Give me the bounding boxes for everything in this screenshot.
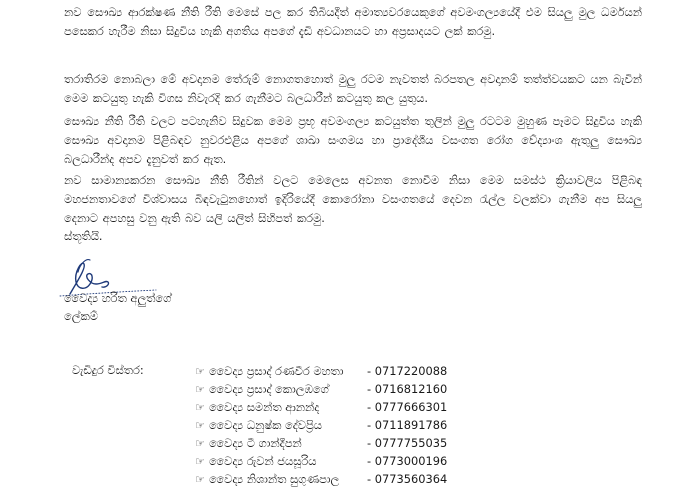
contact-name: වෛද්‍ය රුවන් ජයසූරිය: [209, 453, 317, 468]
contact-name: වෛද්‍ය නිශාන්ත සුගුණපාල: [209, 471, 340, 486]
signer-name: වෛද්‍ය හරිත අලුත්ගේ: [64, 291, 172, 305]
contact-row: [195, 380, 465, 398]
contact-row: [195, 398, 465, 416]
contact-row: [195, 362, 465, 380]
contact-phone: - 0773000196: [367, 454, 448, 468]
contact-name: වෛද්‍ය ධනුෂ්ක දේවප්‍රිය: [209, 417, 322, 432]
contact-row: [195, 416, 465, 434]
contact-row: [195, 434, 465, 452]
pointing-hand-icon: ☞: [195, 436, 205, 450]
pointing-hand-icon: ☞: [195, 400, 205, 414]
contact-name: වෛද්‍ය සමන්ත ආනන්ද: [209, 399, 320, 414]
contact-phone: - 0773560364: [367, 472, 448, 486]
letter-paragraph-3: සෞඛ්‍ය නීති රීති වලට පටහැනිව සිදුවක මෙම ප්‍රභූ අවමංගල්‍ය කටයුත්ත තුලින් මුලු රටටම මුහුණ පෑමට සිදුවිය හැකි සෞඛ්‍ය අවදානම පිළිබඳව නුවරඑළිය අපගේ ශාඛා සංගමය හා ප්‍රාදේශීය වසංගත රෝග වේද්‍යාංශ ඇතුලු සෞඛ්‍ය බලධාරීන්ද අපව දැනුවත් කර ඇත.: [64, 114, 642, 166]
contact-name: වෛද්‍ය ප්‍රසාද් කොලඹගේ: [209, 381, 329, 396]
signer-title: ලේකම්: [64, 309, 98, 323]
pointing-hand-icon: ☞: [195, 382, 205, 396]
letter-paragraph-2: තරාතිරම නොබලා මේ අවදානම තේරුම් නොගතහොත් මුලු රටම නැවතත් බරපතල අවදානම් තත්ත්වයකට යන බැවින් මෙම කටයුතු හැකි විගස නිවැරදි කර ගැනීමට බලධාරීන් කටයුතු කල යුතුය.: [64, 72, 642, 105]
contact-row: [195, 452, 465, 470]
contact-name: වෛද්‍ය ප්‍රසාද් රණවීර මහතා: [209, 363, 344, 378]
contact-phone: - 0777755035: [367, 436, 448, 450]
contact-phone: - 0711891786: [367, 418, 448, 432]
contact-phone: - 0777666301: [367, 400, 448, 414]
contact-row: [195, 470, 465, 488]
contact-phone: - 0717220088: [367, 364, 448, 378]
pointing-hand-icon: ☞: [195, 364, 205, 378]
pointing-hand-icon: ☞: [195, 454, 205, 468]
closing-thanks: ස්තූතියි.: [64, 229, 103, 243]
pointing-hand-icon: ☞: [195, 418, 205, 432]
pointing-hand-icon: ☞: [195, 472, 205, 486]
letter-paragraph-4: නව සාමාන්‍යකරන සෞඛ්‍ය නීති රීතින් වලට මෙලෙස අවනත නොවීම නිසා මෙම සමස්ථ ක්‍රියාවලිය පිළිබඳ මහජනතාවගේ විශ්වාසය බිඳවැටුනහොත් ඉදිරියේදී කොරෝනා වසංගතයේ දෙවන රැල්ල වලක්වා ගැනීම අප සියලු දෙනාට අපහසු වනු ඇති බව යලි යලිත් සිහිපත් කරමු.: [64, 173, 642, 225]
contact-name: වෛද්‍ය ටී ගාන්දීපන්: [209, 435, 302, 450]
contact-phone: - 0716812160: [367, 382, 448, 396]
contacts-label: වැඩිදුර විස්තර:: [72, 363, 144, 377]
letter-paragraph-1: නව සෞඛ්‍ය ආරක්ෂණ නීති රීති මෙසේ පල කර තිබියදීත් අමාත්‍යවරයෙකුගේ අවමංගල්‍යයේදී එම සියලු මුල ධර්මයන් පසෙකර හැරීම නිසා සිදුවිය හැකි අගතිය අපගේ දැඩි අවධානයට හා අප්‍රසාදයට ලක් කරමු.: [64, 5, 642, 38]
